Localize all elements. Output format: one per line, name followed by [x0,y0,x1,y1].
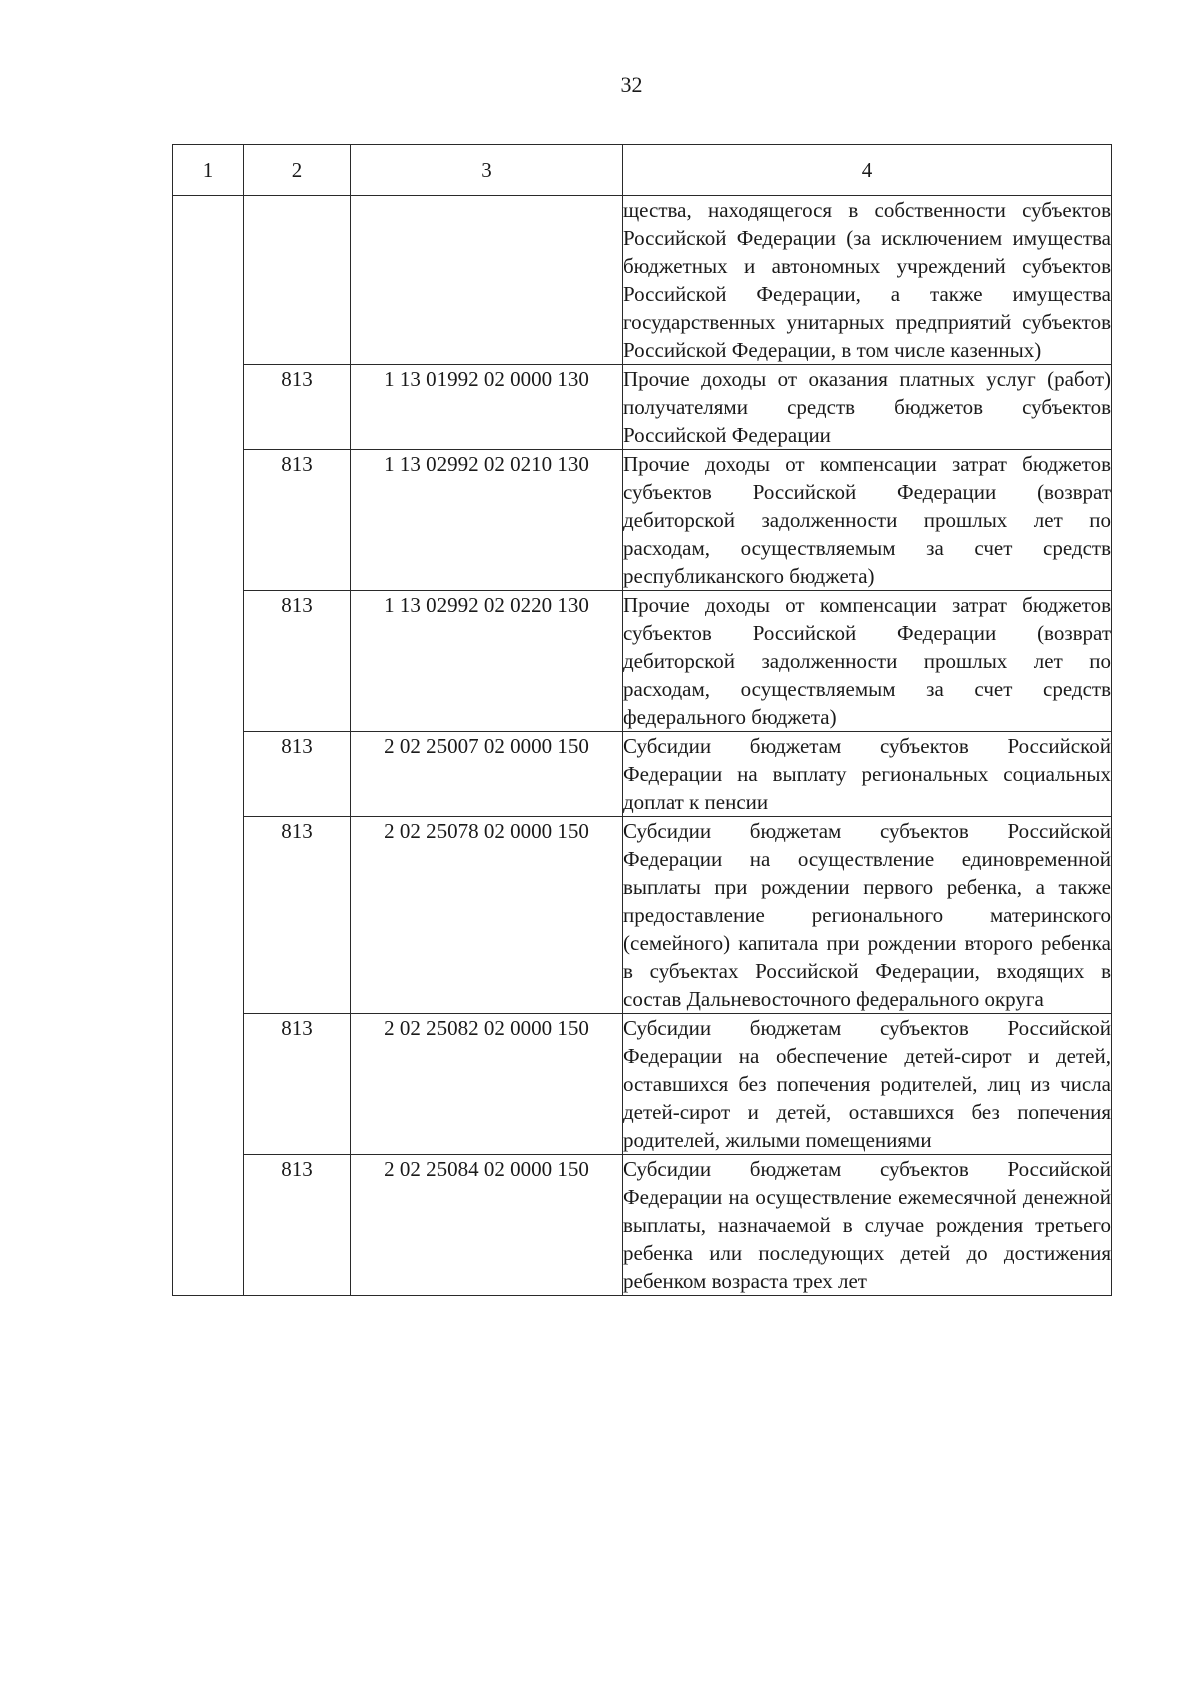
table-row-continuation [173,196,1112,365]
description-cell: Прочие доходы от компенсации затрат бюджетов субъектов Российской Федерации (возврат дебиторской задолженности прошлых лет по расходам, осуществляемым за счет средств республиканского бюджета) [623,450,1112,591]
description-cell: Прочие доходы от компенсации затрат бюджетов субъектов Российской Федерации (возврат дебиторской задолженности прошлых лет по расходам, осуществляемым за счет средств федерального бюджета) [623,591,1112,732]
column-header-4: 4 [623,145,1112,196]
description-cell: Прочие доходы от оказания платных услуг (работ) получателями средств бюджетов субъектов Российской Федерации [623,365,1112,450]
table-row [173,1014,1112,1155]
code-cell [351,196,623,365]
code-cell: 1 13 02992 02 0220 130 [351,591,623,732]
table-row [173,591,1112,732]
code-cell: 2 02 25082 02 0000 150 [351,1014,623,1155]
admin-cell: 813 [244,365,351,450]
admin-cell [244,196,351,365]
table-row [173,450,1112,591]
code-cell: 1 13 02992 02 0210 130 [351,450,623,591]
description-cell: Субсидии бюджетам субъектов Российской Федерации на осуществление единовременной выплаты при рождении первого ребенка, а также предоставление регионального материнского (семейного) капитала при рождении второго ребенка в субъектах Российской Федерации, входящих в состав Дальневосточного федерального округа [623,817,1112,1014]
page-number: 32 [620,72,643,97]
admin-cell: 813 [244,450,351,591]
table-row [173,817,1112,1014]
admin-cell: 813 [244,817,351,1014]
code-cell: 2 02 25084 02 0000 150 [351,1155,623,1296]
code-cell: 2 02 25078 02 0000 150 [351,817,623,1014]
table-header-row [173,145,1112,196]
code-cell: 2 02 25007 02 0000 150 [351,732,623,817]
admin-cell: 813 [244,1155,351,1296]
description-cell: Субсидии бюджетам субъектов Российской Федерации на осуществление ежемесячной денежной выплаты, назначаемой в случае рождения третьего ребенка или последующих детей до достижения ребенком возраста трех лет [623,1155,1112,1296]
column-header-1: 1 [173,145,244,196]
budget-revenue-table [172,144,1112,1296]
table-row [173,365,1112,450]
admin-cell: 813 [244,732,351,817]
table-row [173,732,1112,817]
description-cell: щества, находящегося в собственности субъектов Российской Федерации (за исключением имущества бюджетных и автономных учреждений субъектов Российской Федерации, а также имущества государственных унитарных предприятий субъектов Российской Федерации, в том числе казенных) [623,196,1112,365]
admin-cell: 813 [244,591,351,732]
column-header-2: 2 [244,145,351,196]
code-cell: 1 13 01992 02 0000 130 [351,365,623,450]
column-header-3: 3 [351,145,623,196]
description-cell: Субсидии бюджетам субъектов Российской Федерации на выплату региональных социальных доплат к пенсии [623,732,1112,817]
description-cell: Субсидии бюджетам субъектов Российской Федерации на обеспечение детей-сирот и детей, оставшихся без попечения родителей, лиц из числа детей-сирот и детей, оставшихся без попечения родителей, жилыми помещениями [623,1014,1112,1155]
table-row [173,1155,1112,1296]
admin-cell: 813 [244,1014,351,1155]
column-1-cell [173,196,244,1296]
